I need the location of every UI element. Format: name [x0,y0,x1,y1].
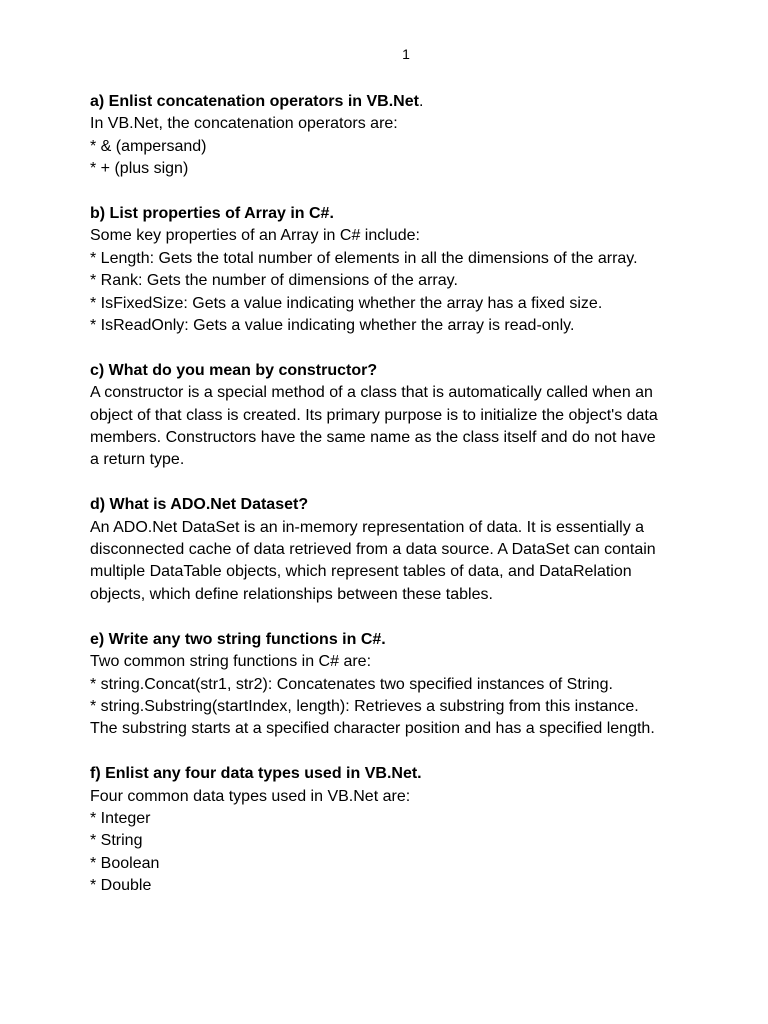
body-line: multiple DataTable objects, which represent tables of data, and DataRelation [90,563,632,581]
section-c [90,360,690,472]
list-item: * & (ampersand) [90,137,207,155]
section-heading: f) Enlist any four data types used in VB.Net. [90,765,422,783]
section-heading: e) Write any two string functions in C#. [90,630,386,648]
body-line: object of that class is created. Its primary purpose is to initialize the object's data [90,406,658,424]
list-item: * Double [90,877,152,895]
list-item: * String [90,832,143,850]
section-heading: b) List properties of Array in C#. [90,205,334,223]
section-heading: d) What is ADO.Net Dataset? [90,496,309,514]
section-heading-text: a) Enlist concatenation operators in VB.Net [90,93,419,110]
section-b [90,203,690,337]
body-line: The substring starts at a specified character position and has a specified length. [90,720,655,738]
body-line: members. Constructors have the same name as the class itself and do not have [90,429,656,447]
body-line: a return type. [90,451,185,469]
document-body [90,91,690,920]
list-item: * Length: Gets the total number of elements in all the dimensions of the array. [90,249,638,267]
section-heading-trail: . [418,93,424,110]
body-line: An ADO.Net DataSet is an in-memory representation of data. It is essentially a [90,518,645,536]
section-d [90,494,690,606]
section-heading: c) What do you mean by constructor? [90,361,378,379]
list-item: * Boolean [90,854,160,872]
list-item: * Integer [90,809,151,827]
list-item: * + (plus sign) [90,160,189,178]
body-line: A constructor is a special method of a class that is automatically called when an [90,384,653,402]
body-line: In VB.Net, the concatenation operators are: [90,115,398,133]
list-item: * IsFixedSize: Gets a value indicating whether the array has a fixed size. [90,294,603,312]
section-heading [90,91,690,113]
body-line: Two common string functions in C# are: [90,653,372,671]
list-item: * IsReadOnly: Gets a value indicating whether the array is read-only. [90,317,575,335]
section-f [90,763,690,897]
list-item: * string.Substring(startIndex, length): Retrieves a substring from this instance. [90,697,639,715]
body-line: objects, which define relationships between these tables. [90,585,493,603]
section-e [90,629,690,741]
list-item: * string.Concat(str1, str2): Concatenates two specified instances of String. [90,675,613,693]
body-line: Some key properties of an Array in C# include: [90,227,420,245]
page-number: 1 [402,46,410,62]
section-a [90,91,690,181]
list-item: * Rank: Gets the number of dimensions of the array. [90,272,458,290]
body-line: disconnected cache of data retrieved from a data source. A DataSet can contain [90,541,656,559]
body-line: Four common data types used in VB.Net are: [90,787,411,805]
